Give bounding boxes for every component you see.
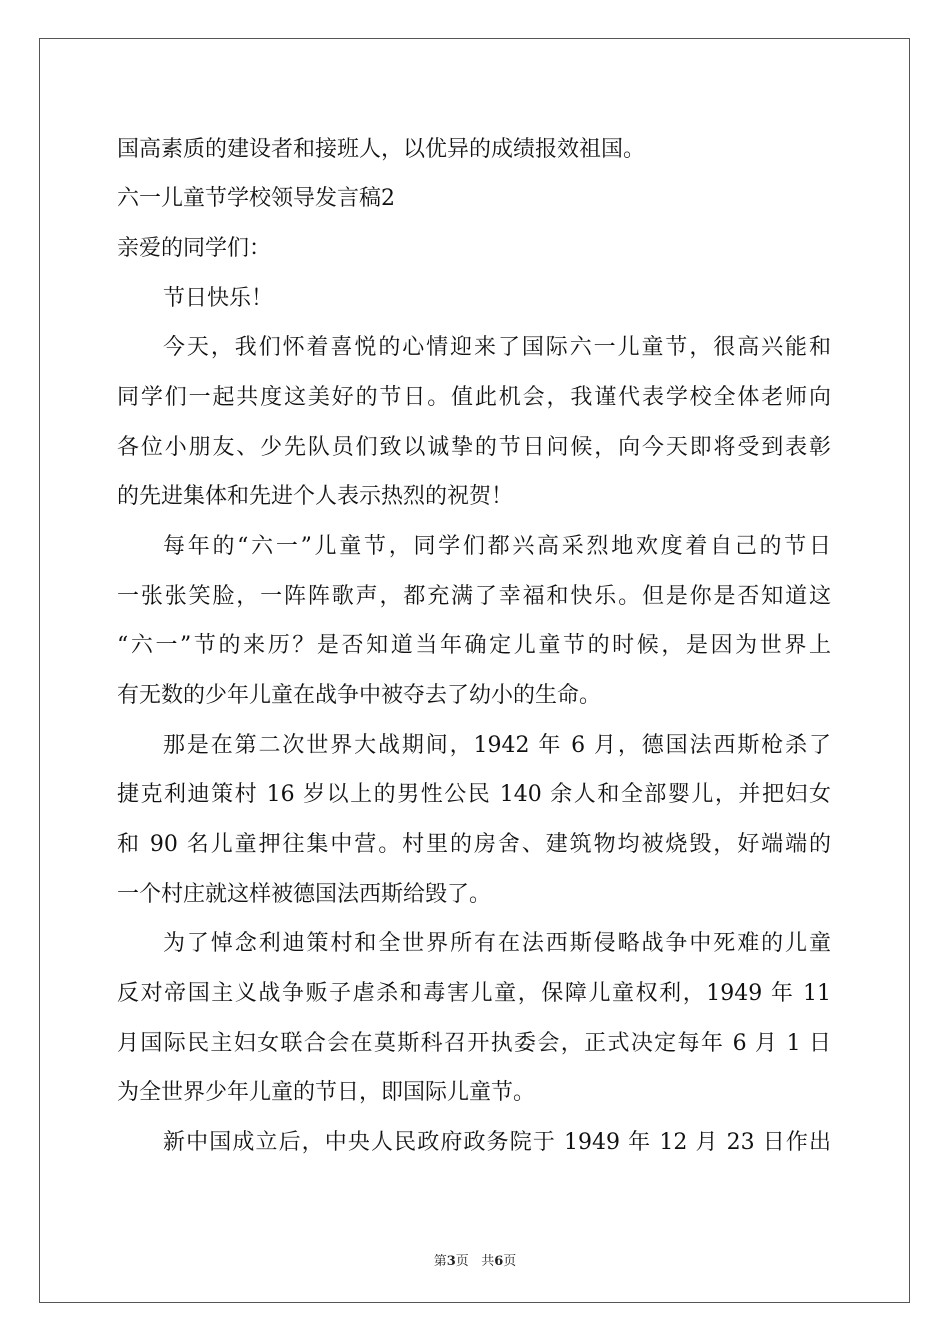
text-line: 今天，我们怀着喜悦的心情迎来了国际六一儿童节，很高兴能和 xyxy=(163,335,831,360)
text-line: 反对帝国主义战争贩子虐杀和毒害儿童，保障儿童权利，1949 年 11 xyxy=(117,981,831,1006)
text-line: 捷克利迪策村 16 岁以上的男性公民 140 余人和全部婴儿，并把妇女 xyxy=(117,782,831,807)
text-line: 为全世界少年儿童的节日，即国际儿童节。 xyxy=(117,1080,536,1105)
text-line: 各位小朋友、少先队员们致以诚挚的节日问候，向今天即将受到表彰 xyxy=(117,435,831,460)
text-line: 那是在第二次世界大战期间，1942 年 6 月，德国法西斯枪杀了 xyxy=(163,733,831,758)
text-line: 的先进集体和先进个人表示热烈的祝贺！ xyxy=(117,484,514,509)
footer-total-suffix: 页 xyxy=(503,1254,517,1269)
footer-prefix: 第 xyxy=(433,1254,447,1269)
text-line: 每年的“六一”儿童节，同学们都兴高采烈地欢度着自己的节日 xyxy=(163,534,831,559)
footer-total-prefix: 共 xyxy=(481,1254,495,1269)
text-line: 国高素质的建设者和接班人，以优异的成绩报效祖国。 xyxy=(117,137,646,162)
text-line: 一个村庄就这样被德国法西斯给毁了。 xyxy=(117,882,492,907)
text-line: 和 90 名儿童押往集中营。村里的房舍、建筑物均被烧毁，好端端的 xyxy=(117,832,831,857)
page-footer xyxy=(0,1250,950,1269)
text-line: “六一”节的来历？是否知道当年确定儿童节的时候，是因为世界上 xyxy=(117,633,831,658)
text-line: 新中国成立后，中央人民政府政务院于 1949 年 12 月 23 日作出 xyxy=(163,1130,831,1155)
section-heading: 六一儿童节学校领导发言稿2 xyxy=(117,186,395,211)
text-line: 同学们一起共度这美好的节日。值此机会，我谨代表学校全体老师向 xyxy=(117,385,831,410)
text-line: 一张张笑脸，一阵阵歌声，都充满了幸福和快乐。但是你是否知道这 xyxy=(117,584,831,609)
text-line: 节日快乐！ xyxy=(163,286,274,311)
page-border xyxy=(39,38,910,1303)
text-line: 月国际民主妇女联合会在莫斯科召开执委会，正式决定每年 6 月 1 日 xyxy=(117,1031,831,1056)
text-line: 有无数的少年儿童在战争中被夺去了幼小的生命。 xyxy=(117,683,602,708)
current-page-number: 3 xyxy=(446,1254,456,1269)
text-line: 为了悼念利迪策村和全世界所有在法西斯侵略战争中死难的儿童 xyxy=(163,931,831,956)
total-page-count: 6 xyxy=(494,1254,504,1269)
salutation: 亲爱的同学们： xyxy=(117,236,272,261)
footer-page-suffix: 页 xyxy=(455,1254,469,1269)
